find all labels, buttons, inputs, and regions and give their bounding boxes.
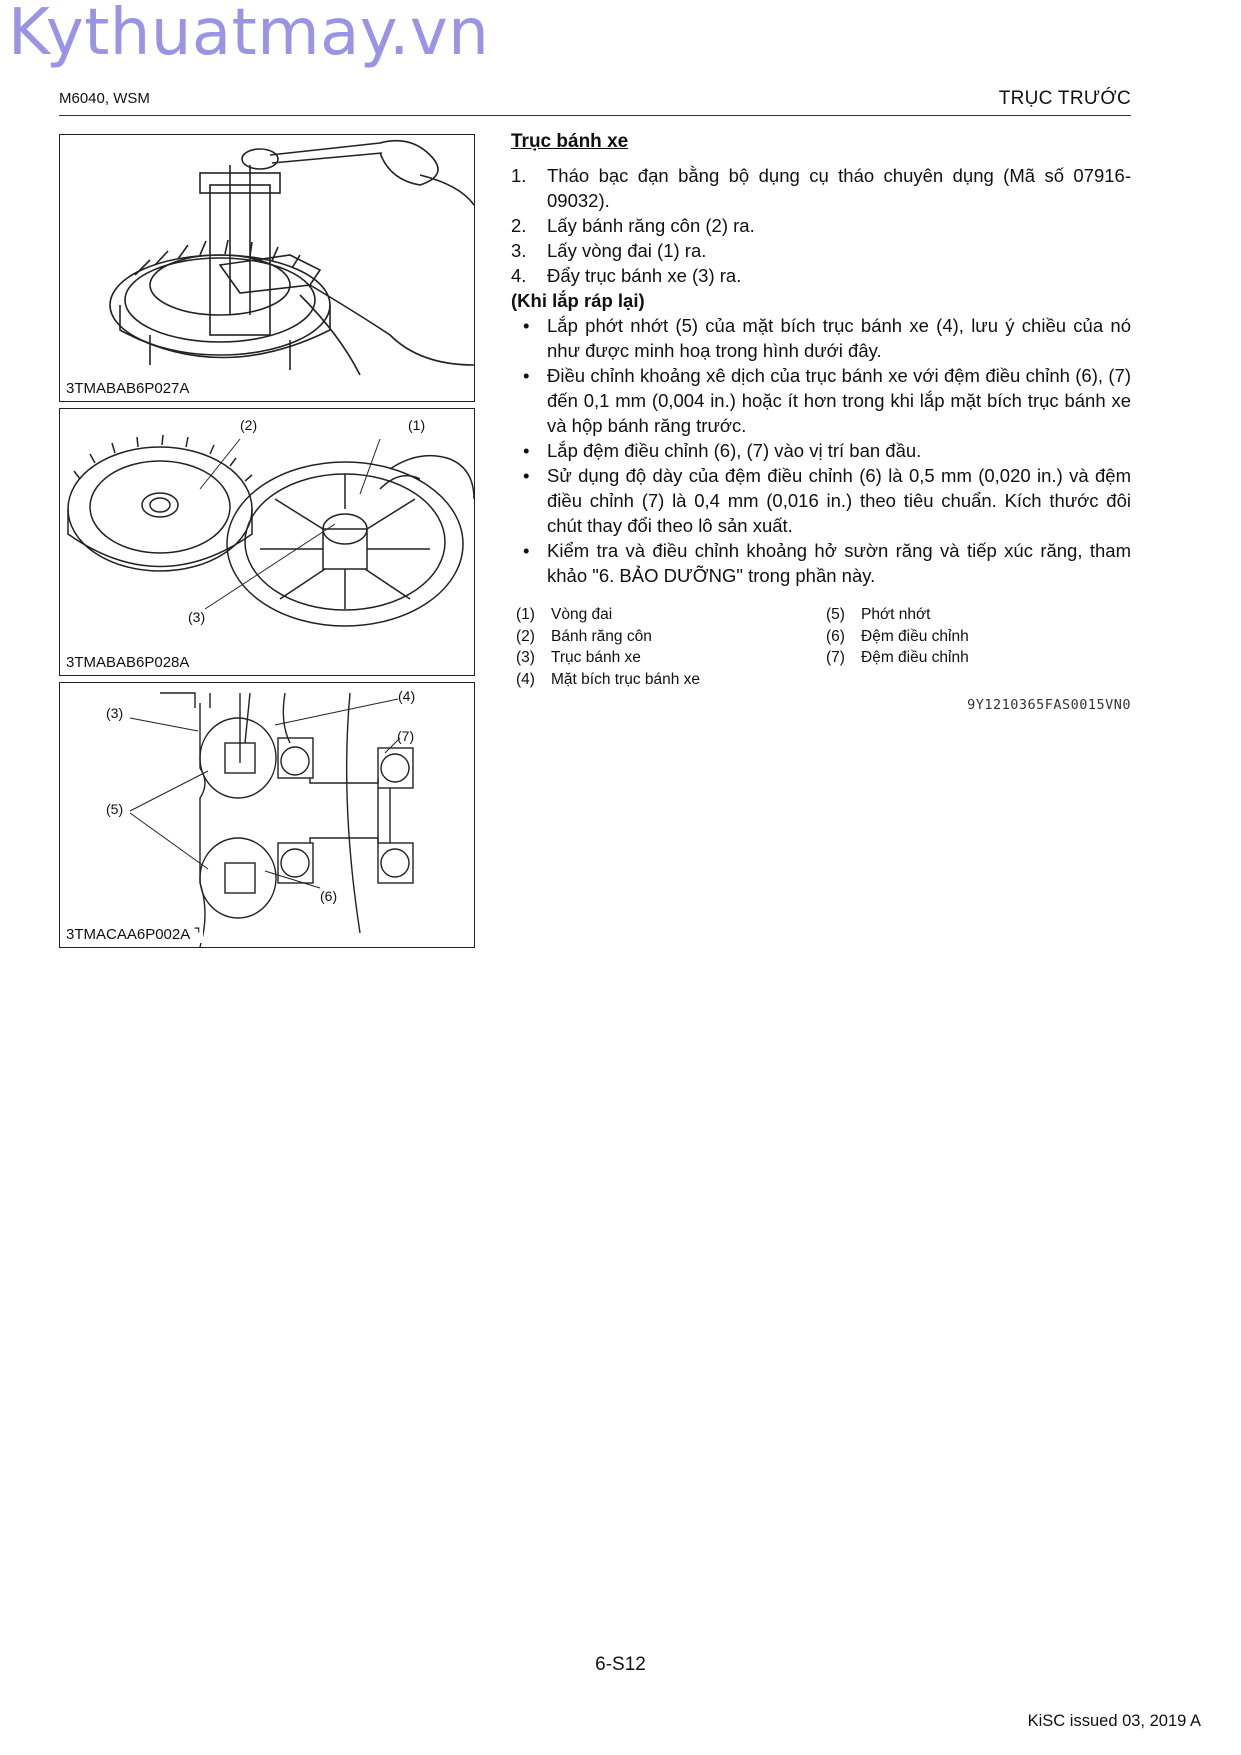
reassembly-bullet [511, 313, 1131, 363]
legend-number: (4) [516, 670, 535, 688]
bullet-text: Sử dụng độ dày của đệm điều chỉnh (6) là 0,5 mm (0,020 in.) và đệm điều chỉnh (7) là 0,4 mm (0,016 in.) theo tiêu chuẩn. Kích thước đôi chút thay đổi theo lô sản xuất. [547, 465, 1131, 536]
bullet-dot: • [523, 465, 530, 486]
legend-item [826, 647, 969, 669]
callout-5: (5) [106, 801, 124, 817]
callout-3: (3) [106, 705, 124, 721]
step-text: Lấy bánh răng côn (2) ra. [547, 215, 755, 236]
bullet-dot: • [523, 440, 530, 461]
figure-code: 3TMABAB6P028A [66, 654, 190, 671]
step-4 [511, 263, 1131, 288]
document-code: 9Y1210365FAS0015VN0 [967, 697, 1131, 713]
legend-number: (3) [516, 649, 535, 666]
legend-item [516, 604, 700, 626]
callout-4: (4) [398, 688, 416, 704]
legend-column-right [826, 604, 969, 669]
callout-3: (3) [188, 609, 206, 625]
legend-item [826, 626, 969, 648]
legend-label: Vòng đai [551, 606, 613, 623]
figure-bevel-gear [59, 408, 475, 676]
reassembly-bullet [511, 438, 1131, 463]
section-title: Trục bánh xe [511, 131, 629, 152]
callout-6: (6) [320, 888, 338, 904]
legend-label: Mặt bích trục bánh xe [551, 670, 701, 688]
watermark: Kythuatmay.vn [8, 0, 490, 70]
page-number: 6-S12 [595, 1654, 646, 1675]
procedure-text [511, 131, 1131, 588]
reassembly-bullet [511, 538, 1131, 588]
legend-item [826, 604, 969, 626]
reassembly-bullet [511, 363, 1131, 438]
legend-label: Bánh răng côn [551, 627, 652, 645]
header-section-title: TRỤC TRƯỚC [998, 88, 1131, 109]
puller-illustration [60, 135, 474, 401]
bullet-dot: • [523, 365, 530, 386]
bullet-text: Kiểm tra và điều chỉnh khoảng hở sườn răng và tiếp xúc răng, tham khảo "6. BẢO DƯỠNG" trong phần này. [547, 540, 1131, 586]
step-text: Tháo bạc đạn bằng bộ dụng cụ tháo chuyên dụng (Mã số 07916-09032). [547, 165, 1131, 211]
legend-number: (6) [826, 627, 845, 645]
legend-item [516, 626, 700, 648]
legend-number: (2) [516, 627, 535, 645]
header-rule [59, 115, 1131, 116]
step-2 [511, 213, 1131, 238]
bevel-gear-illustration [60, 409, 474, 675]
bullet-text: Điều chỉnh khoảng xê dịch của trục bánh xe với đệm điều chỉnh (6), (7) đến 0,1 mm (0,004 in.) hoặc ít hơn trong khi lắp mặt bích trục bánh xe và hộp bánh răng trước. [547, 365, 1131, 436]
legend-label: Đệm điều chỉnh [861, 649, 969, 666]
step-number: 3. [511, 240, 527, 261]
callout-1: (1) [408, 417, 426, 433]
reassembly-bullet [511, 463, 1131, 538]
figure-code: 3TMABAB6P027A [66, 380, 190, 397]
callout-7: (7) [397, 728, 415, 744]
bullet-text: Lắp phớt nhớt (5) của mặt bích trục bánh xe (4), lưu ý chiều của nó như được minh hoạ trong hình dưới đây. [547, 315, 1131, 361]
bullet-text: Lắp đệm điều chỉnh (6), (7) vào vị trí ban đầu. [547, 440, 922, 461]
legend-number: (1) [516, 606, 535, 623]
step-number: 1. [511, 165, 527, 186]
step-text: Đẩy trục bánh xe (3) ra. [547, 265, 742, 286]
reassembly-heading: (Khi lắp ráp lại) [511, 290, 645, 311]
legend-item [516, 669, 700, 691]
legend-label: Phớt nhớt [861, 606, 931, 623]
step-number: 2. [511, 215, 527, 236]
bullet-dot: • [523, 315, 530, 336]
legend-number: (5) [826, 606, 845, 623]
step-text: Lấy vòng đai (1) ra. [547, 240, 707, 261]
figure-bearing-puller [59, 134, 475, 402]
legend-label: Trục bánh xe [551, 649, 641, 666]
figure-code: 3TMACAA6P002A ⌝ [66, 926, 201, 943]
bullet-dot: • [523, 540, 530, 561]
step-number: 4. [511, 265, 527, 286]
issue-note: KiSC issued 03, 2019 A [1027, 1712, 1201, 1730]
legend-number: (7) [826, 649, 845, 666]
step-1 [511, 163, 1131, 213]
callout-2: (2) [240, 417, 258, 433]
legend-column-left [516, 604, 700, 690]
figure-code-text: 3TMACAA6P002A [66, 926, 190, 943]
legend-label: Đệm điều chỉnh [861, 627, 969, 645]
header-model: M6040, WSM [59, 90, 150, 107]
legend-item [516, 647, 700, 669]
step-3 [511, 238, 1131, 263]
figure-cross-section [59, 682, 475, 948]
